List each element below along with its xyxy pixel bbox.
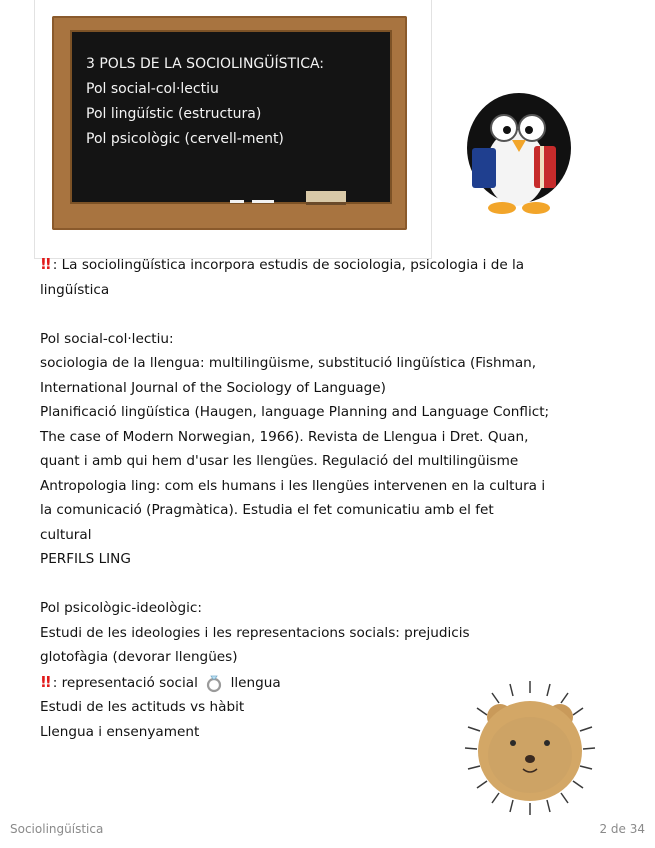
social-line: la comunicació (Pragmàtica). Estudia el fet comunicatiu amb el fet [40,502,494,518]
blackboard-image [34,0,432,259]
footer-title: Sociolingüística [10,822,104,836]
social-line: Planificació lingüística (Haugen, language Planning and Language Conflict; [40,404,550,420]
social-line: sociologia de la llengua: multilingüisme, substitució lingüística (Fishman, [40,355,537,371]
psych-line: Estudi de les actituds vs hàbit [40,699,245,715]
social-line: The case of Modern Norwegian, 1966). Revista de Llengua i Dret. Quan, [40,428,529,445]
lion-illustration [455,675,605,825]
social-line: quant i amb qui hem d'usar les llengües. Regulació del multilingüisme [40,453,519,469]
social-line: International Journal of the Sociology of Language) [40,379,386,396]
double-exclamation-icon: !! [40,255,50,273]
blackboard-surface [70,30,392,204]
intro-text-cont: lingüística [40,281,110,298]
main-text [40,252,630,744]
page-indicator: 2 de 34 [599,822,645,836]
representation-text: : representació social [52,674,198,691]
representation-text-end: llengua [230,674,281,691]
blackboard-line-1: Pol social-col·lectiu [86,81,219,97]
chalk-piece [230,200,244,203]
intro-paragraph [40,252,630,278]
psych-line: Llengua i ensenyament [40,723,200,740]
psych-line: Estudi de les ideologies i les representacions socials: prejudicis [40,624,470,641]
blackboard-frame [52,16,407,230]
eraser [306,191,346,205]
social-heading: Pol social-col·lectiu: [40,330,174,347]
double-exclamation-icon: !! [40,672,50,691]
social-line: PERFILS LING [40,551,131,567]
social-line: cultural [40,526,92,543]
penguin-illustration [454,88,584,218]
blackboard-text [86,52,324,152]
social-line: Antropologia ling: com els humans i les llengües intervenen en la cultura i [40,477,546,494]
chalk-piece [252,200,274,203]
blackboard-line-2: Pol lingüístic (estructura) [86,106,262,122]
ring-icon [204,673,224,693]
intro-text: : La sociolingüística incorpora estudis de sociologia, psicologia i de la [52,257,525,273]
blackboard-line-3: Pol psicològic (cervell-ment) [86,131,284,147]
blackboard-title: 3 POLS DE LA SOCIOLINGÜÍSTICA: [86,56,325,72]
psych-line: glotofàgia (devorar llengües) [40,649,238,665]
psych-heading: Pol psicològic-ideològic: [40,600,202,616]
